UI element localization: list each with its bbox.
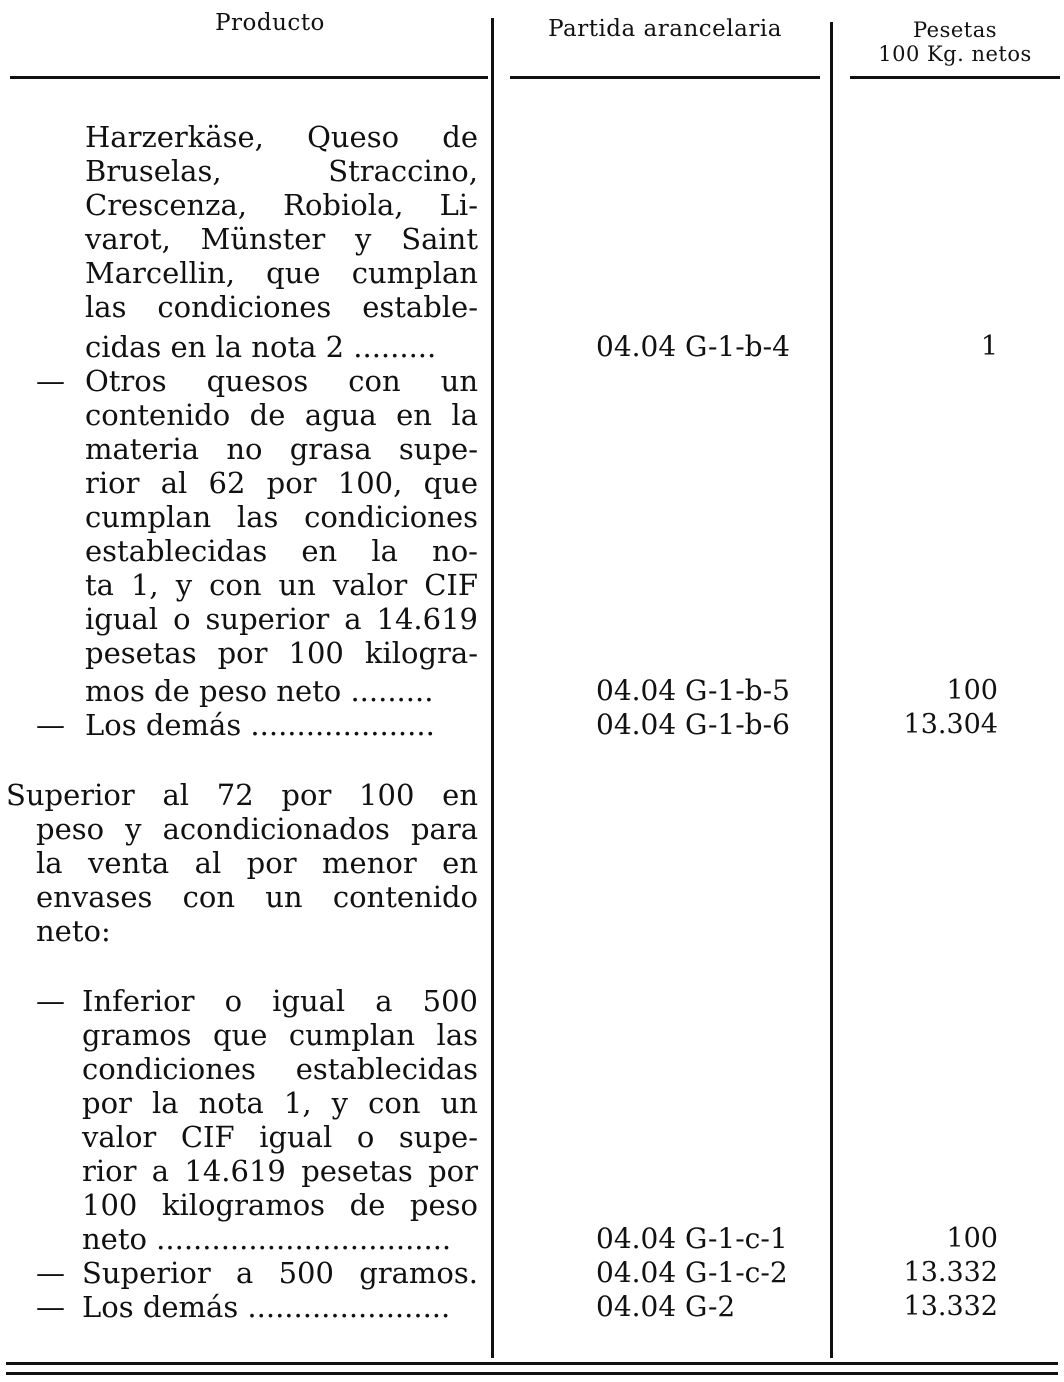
product-text-line: rior a 14.619 pesetas por [82, 1154, 478, 1188]
product-text-line: varot, Münster y Saint [85, 222, 478, 256]
product-text-line: materia no grasa supe- [85, 432, 478, 466]
header-pesetas: Pesetas [912, 18, 998, 42]
header-rule-partida [510, 76, 820, 79]
product-text-line: Harzerkäse, Queso de [85, 120, 478, 154]
list-dash: — [36, 708, 65, 742]
product-text-line: Los demás ...................... [82, 1290, 451, 1324]
tariff-code: 04.04 G-1-c-1 [596, 1222, 788, 1255]
product-text-line: contenido de agua en la [85, 398, 478, 432]
product-text-line: neto ................................ [82, 1222, 452, 1256]
product-text-line: cumplan las condiciones [85, 500, 478, 534]
bottom-rule-top [6, 1362, 1058, 1365]
list-dash: — [36, 984, 65, 1018]
product-text-line: cidas en la nota 2 ......... [85, 330, 437, 364]
product-text-line: Marcellin, que cumplan [85, 256, 478, 290]
list-dash: — [36, 364, 65, 398]
product-text-line: mos de peso neto ......... [85, 674, 434, 708]
product-text-line: Superior a 500 gramos. [82, 1256, 478, 1290]
price-value: 1 [980, 331, 998, 362]
product-text-line: ta 1, y con un valor CIF [85, 568, 478, 602]
list-dash: — [36, 1290, 65, 1324]
bottom-rule-bottom [6, 1372, 1058, 1375]
product-text-line: por la nota 1, y con un [82, 1086, 478, 1120]
product-text-line: Otros quesos con un [85, 364, 478, 398]
product-text-line: gramos que cumplan las [82, 1018, 478, 1052]
tariff-code: 04.04 G-1-b-4 [596, 330, 790, 363]
price-value: 13.332 [903, 1257, 998, 1288]
header-partida: Partida arancelaria [548, 16, 782, 42]
product-text-line: condiciones establecidas [82, 1052, 478, 1086]
list-dash: — [36, 1256, 65, 1290]
header-pesetas-unit: 100 Kg. netos [878, 42, 1032, 66]
product-text-line: igual o superior a 14.619 [85, 602, 478, 636]
tariff-code: 04.04 G-1-b-6 [596, 708, 790, 741]
product-text-line: envases con un contenido [36, 880, 478, 914]
column-separator-right [830, 22, 833, 1358]
header-rule-pesetas [850, 76, 1060, 79]
product-text-line: las condiciones estable- [85, 290, 478, 324]
product-text-line: la venta al por menor en [36, 846, 478, 880]
header-rule-producto [10, 76, 488, 79]
tariff-code: 04.04 G-1-b-5 [596, 674, 790, 707]
product-text-line: valor CIF igual o supe- [82, 1120, 478, 1154]
product-text-line: Los demás .................... [85, 708, 435, 742]
product-text-line: neto: [36, 914, 111, 948]
tariff-code: 04.04 G-1-c-2 [596, 1256, 788, 1289]
product-text-line: Bruselas, Straccino, [85, 154, 478, 188]
product-text-line: 100 kilogramos de peso [82, 1188, 478, 1222]
column-separator-left [491, 18, 494, 1358]
price-value: 13.332 [903, 1291, 998, 1322]
price-value: 100 [946, 1223, 998, 1254]
tariff-code: 04.04 G-2 [596, 1290, 736, 1323]
product-text-line: Crescenza, Robiola, Li- [85, 188, 478, 222]
product-text-line: pesetas por 100 kilogra- [85, 636, 478, 670]
header-producto: Producto [215, 10, 325, 36]
price-value: 100 [946, 675, 998, 706]
product-text-line: Inferior o igual a 500 [82, 984, 478, 1018]
product-text-line: peso y acondicionados para [36, 812, 478, 846]
price-value: 13.304 [903, 709, 998, 740]
product-text-line: Superior al 72 por 100 en [6, 778, 478, 812]
product-text-line: rior al 62 por 100, que [85, 466, 478, 500]
product-text-line: establecidas en la no- [85, 534, 478, 568]
